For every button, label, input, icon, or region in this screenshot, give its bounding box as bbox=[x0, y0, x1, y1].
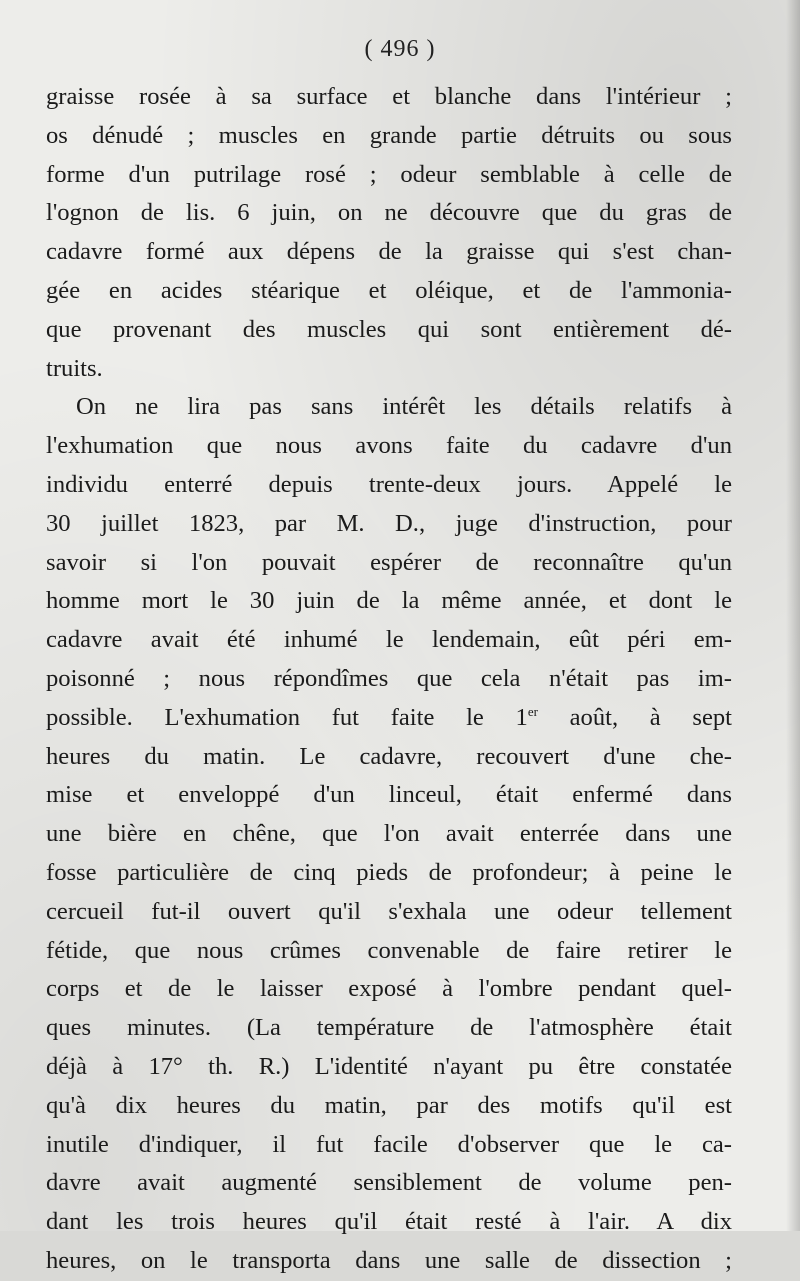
text-line: fosse particulière de cinq pieds de profondeur; à peine le bbox=[46, 858, 732, 886]
text-line: fétide, que nous crûmes convenable de faire retirer le bbox=[46, 936, 732, 964]
text-line: davre avait augmenté sensiblement de volume pen- bbox=[46, 1169, 732, 1197]
text-line: savoir si l'on pouvait espérer de reconnaître qu'un bbox=[46, 548, 732, 576]
text-line: dant les trois heures qu'il était resté à l'air. A dix bbox=[46, 1208, 732, 1236]
text-line: forme d'un putrilage rosé ; odeur semblable à celle de bbox=[46, 160, 732, 188]
text-line: mise et enveloppé d'un linceul, était enfermé dans bbox=[46, 781, 732, 809]
text-line: heures, on le transporta dans une salle de dissection ; bbox=[46, 1246, 732, 1274]
text-line: homme mort le 30 juin de la même année, et dont le bbox=[46, 587, 732, 615]
superscript: er bbox=[527, 703, 538, 719]
text-line: graisse rosée à sa surface et blanche dans l'intérieur ; bbox=[46, 83, 732, 110]
text-line: corps et de le laisser exposé à l'ombre pendant quel- bbox=[46, 975, 732, 1003]
text-line: inutile d'indiquer, il fut facile d'observer que le ca- bbox=[46, 1130, 732, 1158]
text-line: l'ognon de lis. 6 juin, on ne découvre que du gras de bbox=[46, 199, 732, 227]
text-line: cercueil fut-il ouvert qu'il s'exhala une odeur tellement bbox=[46, 897, 732, 925]
page-edge-shadow bbox=[786, 0, 800, 1231]
text-line-with-superscript bbox=[46, 699, 732, 738]
text-line: heures du matin. Le cadavre, recouvert d'une che- bbox=[46, 742, 732, 770]
text-line: que provenant des muscles qui sont entièrement dé- bbox=[46, 315, 732, 343]
body-text bbox=[46, 78, 732, 1281]
text-line: 30 juillet 1823, par M. D., juge d'instruction, pour bbox=[46, 509, 732, 537]
line-tail: août, à sept bbox=[537, 703, 732, 731]
text-line: os dénudé ; muscles en grande partie détruits ou sous bbox=[46, 121, 732, 149]
text-line: cadavre avait été inhumé le lendemain, eût péri em- bbox=[46, 626, 732, 654]
paragraph-start-line: On ne lira pas sans intérêt les détails relatifs à bbox=[76, 393, 732, 421]
text-line: cadavre formé aux dépens de la graisse qui s'est chan- bbox=[46, 238, 732, 266]
text-line: ques minutes. (La température de l'atmosphère était bbox=[46, 1014, 732, 1042]
line-head: possible. L'exhumation fut faite le 1 bbox=[46, 703, 528, 731]
text-line: truits. bbox=[46, 354, 103, 382]
text-line: individu enterré depuis trente-deux jours. Appelé le bbox=[46, 470, 732, 498]
text-line: déjà à 17° th. R.) L'identité n'ayant pu être constatée bbox=[46, 1052, 732, 1080]
page-number: ( 496 ) bbox=[364, 36, 436, 62]
text-line: poisonné ; nous répondîmes que cela n'était pas im- bbox=[46, 664, 732, 692]
text-line: gée en acides stéarique et oléique, et de l'ammonia- bbox=[46, 276, 732, 304]
text-line: l'exhumation que nous avons faite du cadavre d'un bbox=[46, 432, 732, 460]
text-line: une bière en chêne, que l'on avait enterrée dans une bbox=[46, 820, 732, 848]
text-line: qu'à dix heures du matin, par des motifs qu'il est bbox=[46, 1091, 732, 1119]
